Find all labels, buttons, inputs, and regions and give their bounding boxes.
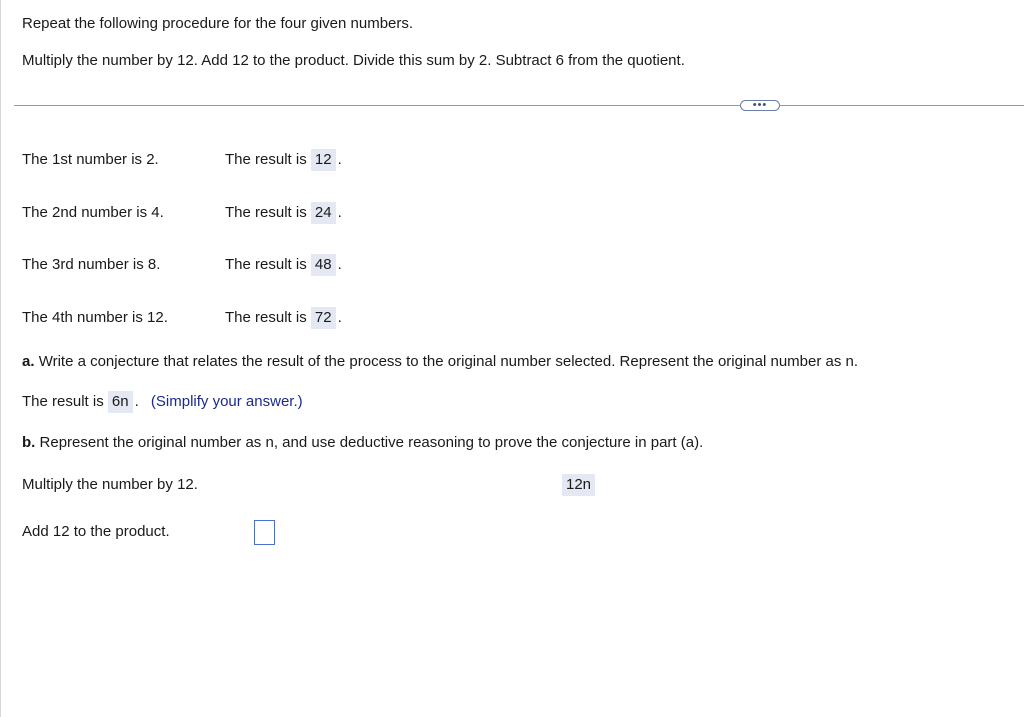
instruction-line-1: Repeat the following procedure for the four given numbers. xyxy=(22,15,414,32)
number-prompt-3: The 3rd number is 8. xyxy=(22,256,161,273)
number-prompt-2: The 2nd number is 4. xyxy=(22,204,164,221)
result-label: The result is xyxy=(225,204,307,221)
answer-suffix: . xyxy=(337,256,342,273)
step-2-answer-input[interactable] xyxy=(254,520,275,545)
instruction-line-2: Multiply the number by 12. Add 12 to the product. Divide this sum by 2. Subtract 6 from the quotient. xyxy=(22,52,685,69)
part-a-answer-row xyxy=(22,391,303,413)
step-1-answer[interactable]: 12n xyxy=(562,474,595,496)
result-label: The result is xyxy=(225,151,307,168)
result-label: The result is xyxy=(22,393,104,410)
answer-suffix: . xyxy=(337,309,342,326)
part-a-question xyxy=(22,353,858,371)
result-row-3 xyxy=(225,254,342,276)
number-prompt-4: The 4th number is 12. xyxy=(22,309,168,326)
part-a-text: Write a conjecture that relates the result of the process to the original number selected. Represent the original number as n. xyxy=(38,353,859,370)
answer-suffix: . xyxy=(134,393,139,410)
part-b-label: b. xyxy=(22,434,36,451)
part-b-question xyxy=(22,434,703,452)
answer-box[interactable]: 12 xyxy=(311,149,336,171)
step-1-label: Multiply the number by 12. xyxy=(22,476,198,493)
step-1-answer-box[interactable] xyxy=(562,474,595,496)
result-row-4 xyxy=(225,307,342,329)
result-label: The result is xyxy=(225,309,307,326)
result-row-2 xyxy=(225,202,342,224)
answer-box[interactable]: 24 xyxy=(311,202,336,224)
step-2-label: Add 12 to the product. xyxy=(22,523,170,540)
answer-suffix: . xyxy=(337,151,342,168)
section-divider xyxy=(14,105,1024,106)
result-row-1 xyxy=(225,149,342,171)
left-border xyxy=(0,0,1,717)
part-a-label: a. xyxy=(22,353,35,370)
number-prompt-1: The 1st number is 2. xyxy=(22,151,159,168)
part-b-text: Represent the original number as n, and use deductive reasoning to prove the conjecture in part (a). xyxy=(39,434,704,451)
answer-box[interactable]: 48 xyxy=(311,254,336,276)
answer-suffix: . xyxy=(337,204,342,221)
simplify-hint: (Simplify your answer.) xyxy=(150,393,303,410)
more-options-button[interactable]: ••• xyxy=(740,100,780,111)
result-label: The result is xyxy=(225,256,307,273)
answer-box[interactable]: 72 xyxy=(311,307,336,329)
conjecture-answer-box[interactable]: 6n xyxy=(108,391,133,413)
